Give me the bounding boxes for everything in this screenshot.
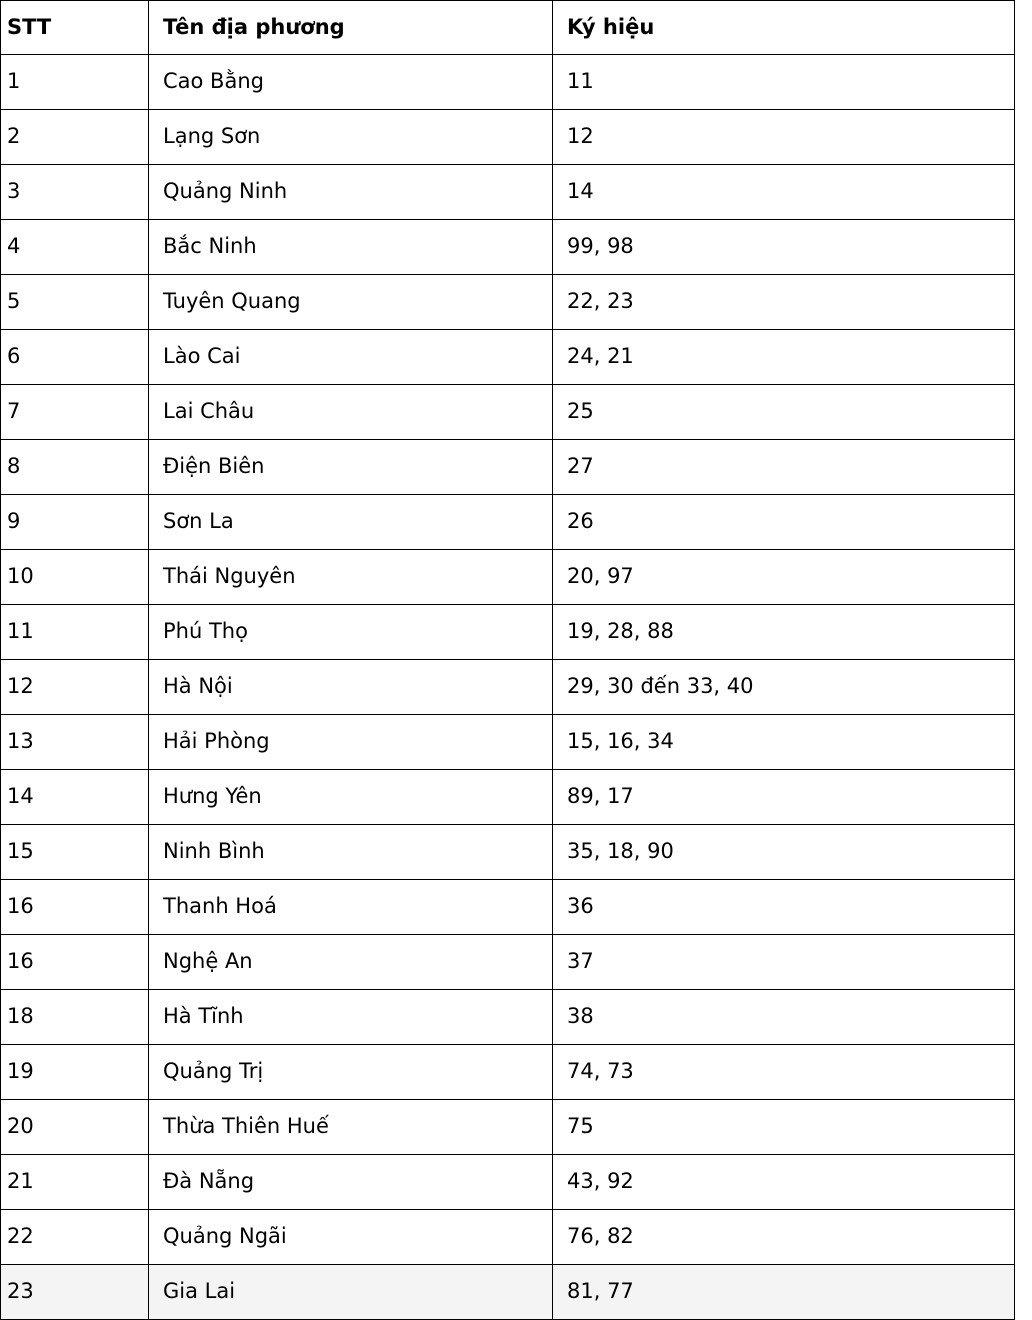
cell-stt: 22 xyxy=(1,1210,149,1265)
cell-locality-name: Cao Bằng xyxy=(149,55,553,110)
cell-code: 37 xyxy=(553,935,1015,990)
table-row xyxy=(1,825,1015,880)
cell-locality-name: Lai Châu xyxy=(149,385,553,440)
cell-stt: 7 xyxy=(1,385,149,440)
cell-locality-name: Điện Biên xyxy=(149,440,553,495)
cell-code: 14 xyxy=(553,165,1015,220)
cell-stt: 19 xyxy=(1,1045,149,1100)
table-row xyxy=(1,385,1015,440)
table-row xyxy=(1,605,1015,660)
cell-code: 99, 98 xyxy=(553,220,1015,275)
column-header-name: Tên địa phương xyxy=(149,1,553,55)
table-row xyxy=(1,660,1015,715)
cell-code: 20, 97 xyxy=(553,550,1015,605)
cell-code: 38 xyxy=(553,990,1015,1045)
cell-stt: 16 xyxy=(1,880,149,935)
table-row xyxy=(1,220,1015,275)
cell-locality-name: Hưng Yên xyxy=(149,770,553,825)
table-row xyxy=(1,1265,1015,1320)
cell-locality-name: Nghệ An xyxy=(149,935,553,990)
cell-locality-name: Tuyên Quang xyxy=(149,275,553,330)
cell-locality-name: Quảng Ngãi xyxy=(149,1210,553,1265)
cell-code: 11 xyxy=(553,55,1015,110)
table-row xyxy=(1,165,1015,220)
cell-locality-name: Bắc Ninh xyxy=(149,220,553,275)
cell-code: 89, 17 xyxy=(553,770,1015,825)
cell-code: 74, 73 xyxy=(553,1045,1015,1100)
table-row xyxy=(1,1155,1015,1210)
cell-locality-name: Lạng Sơn xyxy=(149,110,553,165)
table-row xyxy=(1,1100,1015,1155)
cell-stt: 11 xyxy=(1,605,149,660)
cell-stt: 10 xyxy=(1,550,149,605)
table-row xyxy=(1,990,1015,1045)
table-row xyxy=(1,110,1015,165)
cell-locality-name: Lào Cai xyxy=(149,330,553,385)
cell-stt: 16 xyxy=(1,935,149,990)
cell-code: 43, 92 xyxy=(553,1155,1015,1210)
cell-locality-name: Thái Nguyên xyxy=(149,550,553,605)
cell-locality-name: Ninh Bình xyxy=(149,825,553,880)
cell-locality-name: Thanh Hoá xyxy=(149,880,553,935)
cell-stt: 13 xyxy=(1,715,149,770)
table-row xyxy=(1,880,1015,935)
cell-stt: 4 xyxy=(1,220,149,275)
column-header-code: Ký hiệu xyxy=(553,1,1015,55)
table-row xyxy=(1,935,1015,990)
cell-code: 81, 77 xyxy=(553,1265,1015,1320)
table-row xyxy=(1,330,1015,385)
table-row xyxy=(1,275,1015,330)
cell-code: 19, 28, 88 xyxy=(553,605,1015,660)
cell-stt: 12 xyxy=(1,660,149,715)
cell-code: 35, 18, 90 xyxy=(553,825,1015,880)
cell-stt: 23 xyxy=(1,1265,149,1320)
table-header xyxy=(1,1,1015,55)
cell-code: 24, 21 xyxy=(553,330,1015,385)
table-body xyxy=(1,55,1015,1320)
column-header-stt: STT xyxy=(1,1,149,55)
cell-stt: 21 xyxy=(1,1155,149,1210)
cell-locality-name: Gia Lai xyxy=(149,1265,553,1320)
table-row xyxy=(1,1045,1015,1100)
cell-stt: 8 xyxy=(1,440,149,495)
cell-code: 12 xyxy=(553,110,1015,165)
cell-code: 75 xyxy=(553,1100,1015,1155)
cell-code: 22, 23 xyxy=(553,275,1015,330)
cell-locality-name: Quảng Ninh xyxy=(149,165,553,220)
cell-locality-name: Sơn La xyxy=(149,495,553,550)
cell-locality-name: Hà Nội xyxy=(149,660,553,715)
cell-stt: 18 xyxy=(1,990,149,1045)
cell-code: 76, 82 xyxy=(553,1210,1015,1265)
cell-stt: 3 xyxy=(1,165,149,220)
table-row xyxy=(1,55,1015,110)
cell-locality-name: Hà Tĩnh xyxy=(149,990,553,1045)
cell-code: 15, 16, 34 xyxy=(553,715,1015,770)
cell-stt: 9 xyxy=(1,495,149,550)
cell-locality-name: Hải Phòng xyxy=(149,715,553,770)
cell-locality-name: Thừa Thiên Huế xyxy=(149,1100,553,1155)
table-row xyxy=(1,495,1015,550)
cell-locality-name: Đà Nẵng xyxy=(149,1155,553,1210)
table-row xyxy=(1,770,1015,825)
table-row xyxy=(1,440,1015,495)
cell-stt: 2 xyxy=(1,110,149,165)
cell-code: 25 xyxy=(553,385,1015,440)
cell-stt: 1 xyxy=(1,55,149,110)
cell-locality-name: Quảng Trị xyxy=(149,1045,553,1100)
cell-code: 29, 30 đến 33, 40 xyxy=(553,660,1015,715)
table-row xyxy=(1,1210,1015,1265)
cell-stt: 14 xyxy=(1,770,149,825)
cell-stt: 20 xyxy=(1,1100,149,1155)
cell-locality-name: Phú Thọ xyxy=(149,605,553,660)
cell-stt: 5 xyxy=(1,275,149,330)
cell-code: 36 xyxy=(553,880,1015,935)
table-row xyxy=(1,715,1015,770)
cell-stt: 15 xyxy=(1,825,149,880)
table-row xyxy=(1,550,1015,605)
cell-code: 27 xyxy=(553,440,1015,495)
table-header-row xyxy=(1,1,1015,55)
cell-code: 26 xyxy=(553,495,1015,550)
cell-stt: 6 xyxy=(1,330,149,385)
